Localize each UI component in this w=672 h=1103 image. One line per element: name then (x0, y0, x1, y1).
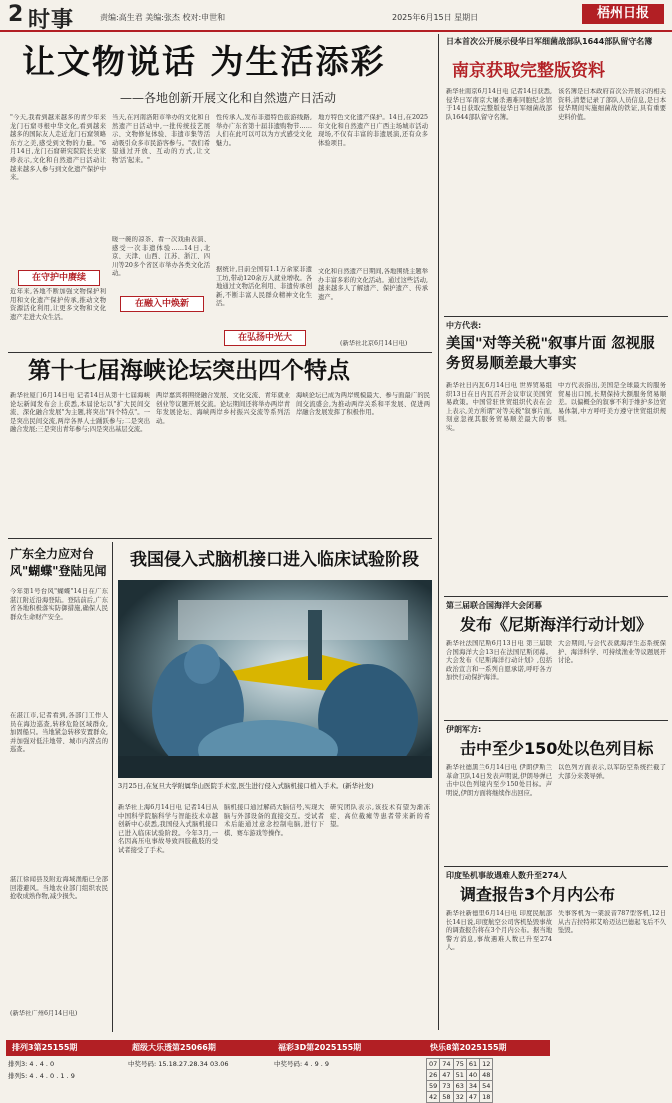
lottery-number: 74 (440, 1059, 453, 1070)
masthead (0, 0, 672, 32)
lottery-row (427, 1081, 493, 1092)
lottery-number: 48 (480, 1070, 493, 1081)
lottery-pl5: 排列5: 4 . 4 . 0 . 1 . 9 (8, 1072, 75, 1080)
plane-headline: 调查报告3个月内公布 (460, 885, 616, 904)
lead-col1: "今天,我看到越来越多的青少年来龙门石窟寻根中华文化,看到越来越多的国际友人走近龙门石窟领略东方之美,感受到文物的力量。"6月14日,龙门石窟研究院院长史家珍表示,文化和自然遗产日活动让越来越多人参与到文化遗产保护中来。 (10, 114, 106, 182)
tariff-col1: 新华社日内瓦6月14日电 世界贸易组织13日在日内瓦召开会议审议美国贸易政策。中国常驻世贸组织代表在会上表示,美方所谓"对等关税"叙事片面,刻意忽视其服务贸易顺差最大的事实。 (446, 382, 552, 432)
forum-headline: 第十七届海峡论坛突出四个特点 (28, 358, 350, 384)
brain-col1: 新华社上海6月14日电 记者14日从中国科学院脑科学与智能技术卓越创新中心获悉,我国侵入式脑机接口已进入临床试验阶段。今年3月,一名因高压电事故导致四肢截肢的受试者接受了手术。 (118, 804, 218, 854)
lottery-number: 73 (440, 1081, 453, 1092)
forum-col3: 海峡论坛已成为两岸规模最大、参与面最广的民间交流盛会,为推动两岸关系和平发展、促进两岸融合发展发挥了积极作用。 (296, 392, 430, 417)
lead-subhead-2: 在融入中焕新 (120, 296, 204, 312)
section-title: 时事 (28, 7, 75, 33)
ocean-col2: 大会期间,与会代表就海洋生态系统保护、海洋科学、可持续渔业等议题展开讨论。 (558, 640, 666, 665)
lottery-kl8-title: 快乐8第2025155期 (424, 1040, 550, 1056)
lottery-number: 34 (466, 1081, 479, 1092)
forum-col1: 新华社厦门6月14日电 记者14日从第十七届海峡论坛新闻发布会上获悉,本届论坛以"扩大民间交流、深化融合发展"为主题,将突出"四个特点"。一是突出民间交流,两岸各界人士踊跃参与;二是突出融合发展;三是突出青年参与;四是突出基层交流。 (10, 392, 150, 434)
lead-col3-body: 据统计,目前全国有1.1万余家非遗工坊,带动120余万人就业增收。各地通过文物活化利用、非遗传承创新,不断丰富人民群众精神文化生活。 (216, 266, 312, 308)
lead-col4-body: 文化和自然遗产日期间,各地围绕主题举办丰富多彩的文化活动。通过这些活动,越来越多人了解遗产、保护遗产、传承遗产。 (318, 268, 428, 301)
lottery-number: 07 (427, 1059, 440, 1070)
ocean-headline: 发布《尼斯海洋行动计划》 (460, 615, 653, 634)
nanjing-headline: 南京获取完整版资料 (452, 61, 605, 81)
lottery-dlt-numbers: 中奖号码: 15.18.27.28.34 03.06 (128, 1060, 229, 1068)
lottery-number: 12 (480, 1059, 493, 1070)
brain-col3: 研究团队表示,该技术有望为渐冻症、高位截瘫等患者带来新的希望。 (330, 804, 430, 829)
lottery-number: 54 (480, 1081, 493, 1092)
lead-col1-body: 近年来,各地不断加强文物保护利用和文化遗产保护传承,推动文物资源活化利用,让更多文物和文化遗产走进大众生活。 (10, 288, 106, 321)
staff-credits: 责编:高生君 美编:张杰 校对:申世和 (100, 13, 226, 22)
brain-headline: 我国侵入式脑机接口进入临床试验阶段 (130, 550, 419, 570)
lottery-number: 18 (480, 1092, 493, 1103)
lead-subhead: ——各地创新开展文化和自然遗产日活动 (120, 91, 337, 105)
lottery-number: 26 (427, 1070, 440, 1081)
ocean-col1: 新华社法国尼斯6月13日电 第三届联合国海洋大会13日在法国尼斯闭幕。大会发布《尼斯海洋行动计划》,包括政治宣言和一系列自愿承诺,呼吁各方加快行动保护海洋。 (446, 640, 552, 682)
lottery-number: 63 (453, 1081, 466, 1092)
lottery-number: 47 (466, 1092, 479, 1103)
lead-col2: 当天,在河南洛阳市举办的文化和自然遗产日活动中,一批传统技艺展示、文物修复体验、非遗市集等活动吸引众多市民游客参与。"我们希望通过开放、互动的方式,让文物'活'起来。" (112, 114, 210, 164)
lead-byline: (新华社北京6月14日电) (340, 340, 408, 347)
lottery-number: 40 (466, 1070, 479, 1081)
lead-headline: 让文物说话 为生活添彩 (22, 42, 386, 81)
iran-col2: 以色列方面表示,以军防空系统拦截了大部分来袭导弹。 (558, 764, 666, 780)
divider (8, 538, 432, 539)
forum-col2: 两岸嘉宾将围绕融合发展、文化交流、青年就业创业等议题开展交流。论坛期间还将举办两岸青年发展论坛、海峡两岸乡村振兴交流等系列活动。 (156, 392, 290, 425)
lottery-3d-numbers: 中奖号码: 4 . 9 . 9 (274, 1060, 330, 1068)
tariff-headline: 美国"对等关税"叙事片面 忽视服务贸易顺差最大事实 (446, 336, 655, 372)
nanjing-col1: 新华社南京6月14日电 记者14日获悉,侵华日军南京大屠杀遇难同胞纪念馆于14日获取完整版侵华日军细菌战部队1644部队留守名簿。 (446, 88, 552, 121)
lead-col3: 性传承人,发布非遗特色旅游线路,举办广东省第十届非遗购物节……人们在此可以可以为方式感受文化魅力。 (216, 114, 312, 147)
lottery-number: 47 (440, 1070, 453, 1081)
typhoon-byline: (新华社广州6月14日电) (10, 1010, 78, 1017)
divider (444, 316, 668, 317)
lottery-3d-title: 福彩3D第2025155期 (272, 1040, 424, 1056)
typhoon-headline: 广东全力应对台风"蝴蝶"登陆见闻 (10, 547, 107, 578)
lottery-number: 59 (427, 1081, 440, 1092)
lottery-row (427, 1070, 493, 1081)
lottery-pl3-title: 排列3第25155期 (6, 1040, 126, 1056)
typhoon-body-1: 今年第1号台风"蝴蝶"14日在广东湛江附近沿海登陆。登陆前后,广东省各地积极落实防御措施,确保人民群众生命财产安全。 (10, 588, 108, 621)
lead-col2-body: 暖一碗的凉茶、看一次戏曲表演、感受一次非遗体验……14日,北京、天津、山西、江苏、浙江、四川等20多个省区市举办各类文化活动。 (112, 236, 210, 278)
column-rule (438, 34, 439, 1030)
lottery-number: 75 (453, 1059, 466, 1070)
divider (8, 352, 432, 353)
column-rule (112, 542, 113, 1032)
divider (444, 596, 668, 597)
typhoon-body-2: 在湛江市,记者看到,各部门工作人员在海边巡查,转移危险区域群众,加固船只。当地紧急转移安置群众,并加强对低洼地带、城市内涝点的巡查。 (10, 712, 108, 754)
lottery-number: 61 (466, 1059, 479, 1070)
plane-col1: 新华社新德里6月14日电 印度民航部长14日说,印度航空公司客机坠毁事故的调查报告将在3个月内公布。据当地警方消息,事故遇难人数已升至274人。 (446, 910, 552, 952)
nanjing-col2: 该名簿是日本政府首次公开展示的相关资料,清楚记录了部队人员信息,是日本侵华期间实施细菌战的铁证,具有重要史料价值。 (558, 88, 666, 121)
lottery-number: 32 (453, 1092, 466, 1103)
iran-kicker: 伊朗军方: (446, 725, 482, 734)
iran-headline: 击中至少150处以色列目标 (460, 739, 654, 758)
tariff-col2: 中方代表指出,美国是全球最大的服务贸易出口国,长期保持大额服务贸易顺差。以偏概全的叙事不利于维护多边贸易体制,中方呼吁美方遵守世贸组织规则。 (558, 382, 666, 424)
lead-subhead-3: 在弘扬中光大 (224, 330, 306, 346)
typhoon-body-3: 湛江徐闻县及附近海域渔船已全部回港避风。当地农业部门组织农民抢收成熟作物,减少损失。 (10, 876, 108, 901)
divider (444, 866, 668, 867)
lottery-row (427, 1092, 493, 1103)
lottery-number: 42 (427, 1092, 440, 1103)
lottery-row (427, 1059, 493, 1070)
plane-kicker: 印度坠机事故遇难人数升至274人 (446, 871, 567, 880)
lottery-number: 51 (453, 1070, 466, 1081)
lottery-number: 58 (440, 1092, 453, 1103)
page-number: 2 (8, 2, 24, 27)
divider (444, 720, 668, 721)
iran-col1: 新华社德黑兰6月14日电 伊朗伊斯兰革命卫队14日发表声明说,伊朗导弹已击中以色列境内至少150处目标。声明说,伊朗方面将继续作出回应。 (446, 764, 552, 797)
nanjing-kicker: 日本首次公开展示侵华日军细菌战部队1644部队留守名簿 (446, 37, 653, 46)
lottery-pl3: 排列3: 4 . 4 . 0 (8, 1060, 55, 1068)
lead-subhead-1: 在守护中赓续 (18, 270, 100, 286)
plane-col2: 失事客机为一架波音787型客机,12日从古吉拉特邦艾哈迈达巴德起飞后不久坠毁。 (558, 910, 666, 935)
lead-col4: 地方特色文化遗产保护。14日,在2025年文化和自然遗产日广西主场城市活动现场,不仅有丰富的非遗展演,还有众多体验项目。 (318, 114, 428, 147)
issue-date: 2025年6月15日 星期日 (392, 13, 479, 22)
lottery-kl8-grid (426, 1058, 493, 1103)
photo-caption: 3月25日,在复旦大学附属华山医院手术室,医生进行侵入式脑机接口植入手术。(新华社发) (118, 782, 374, 790)
brain-col2: 脑机接口通过解码大脑信号,实现大脑与外部设备的直接交互。受试者术后能通过意念控制电脑,进行下棋、赛车游戏等操作。 (224, 804, 324, 837)
lottery-dlt-title: 超级大乐透第25066期 (126, 1040, 272, 1056)
surgery-photo (118, 580, 432, 778)
ocean-kicker: 第三届联合国海洋大会闭幕 (446, 601, 542, 610)
paper-logo: 梧州日报 (582, 4, 664, 24)
tariff-kicker: 中方代表: (446, 321, 482, 330)
